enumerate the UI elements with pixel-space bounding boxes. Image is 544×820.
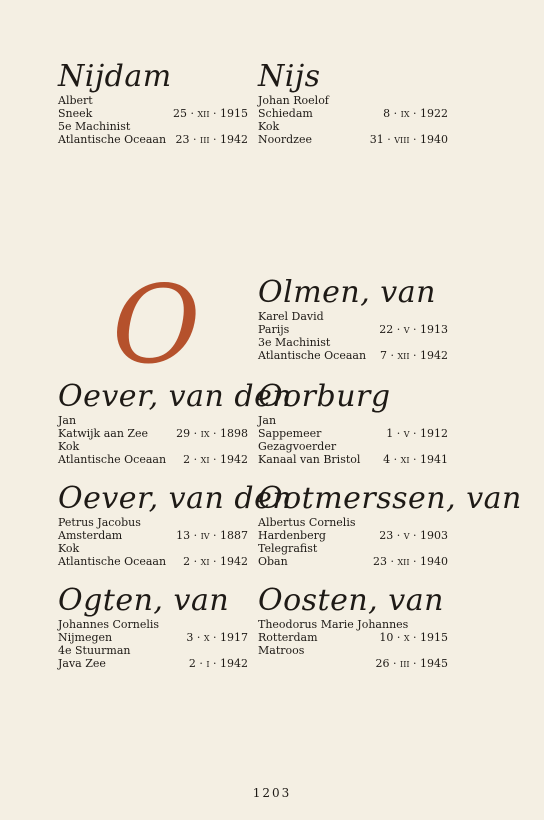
entry-line: Kanaal van Bristol 4 · xi · 1941 [258, 453, 448, 466]
entry-line: Parijs 22 · v · 1913 [258, 323, 448, 336]
entry-line: Theodorus Marie Johannes [258, 618, 409, 631]
entry-line: Rotterdam 10 · x · 1915 [258, 631, 448, 644]
entry-line: Atlantische Oceaan 2 · xi · 1942 [58, 555, 248, 568]
surname: Olmen, van [258, 275, 436, 310]
entry-line: Nijmegen 3 · x · 1917 [58, 631, 248, 644]
entry-line: Katwijk aan Zee 29 · ix · 1898 [58, 427, 248, 440]
entry-ogten-van [58, 584, 248, 670]
surname: Oever, van den [58, 481, 293, 516]
surname: Oever, van den [58, 379, 293, 414]
entry-line: Hardenberg 23 · v · 1903 [258, 529, 448, 542]
entry-line: Matroos [258, 644, 305, 657]
entry-nijdam [58, 60, 248, 146]
initial-letter-o: O [112, 263, 201, 388]
entry-line: Sappemeer 1 · v · 1912 [258, 427, 448, 440]
entry-line: Jan [258, 414, 277, 427]
entry-line: Karel David [258, 310, 324, 323]
surname: Nijdam [58, 59, 172, 94]
entry-line: Kok [258, 120, 280, 133]
entry-line: Jan [58, 414, 77, 427]
entry-line: 5e Machinist [58, 120, 131, 133]
entry-line: Atlantische Oceaan 23 · iii · 1942 [58, 133, 248, 146]
entry-oever-van-den-jan [58, 379, 293, 466]
entry-oorburg [258, 380, 448, 466]
entry-line: Java Zee 2 · i · 1942 [58, 657, 248, 670]
entry-line: Amsterdam 13 · iv · 1887 [58, 529, 248, 542]
entry-line: Atlantische Oceaan 2 · xi · 1942 [58, 453, 248, 466]
entry-line: Johan Roelof [258, 94, 329, 107]
entry-nijs [258, 60, 448, 146]
entry-line: 3e Machinist [258, 336, 331, 349]
entry-line: Johannes Cornelis [58, 618, 160, 631]
surname: Ogten, van [58, 583, 230, 618]
entry-line: Noordzee 31 · viii · 1940 [258, 133, 448, 146]
entry-line: Telegrafist [258, 542, 318, 555]
entry-line: 26 · iii · 1945 [375, 657, 448, 670]
entry-line: Atlantische Oceaan 7 · xii · 1942 [258, 349, 448, 362]
entry-line: Petrus Jacobus [58, 516, 141, 529]
page-number: 1203 [252, 786, 292, 800]
surname: Oosten, van [258, 583, 444, 618]
entry-line: Kok [58, 542, 80, 555]
surname: Oorburg [258, 379, 391, 414]
entry-ootmerssen-van [258, 481, 522, 568]
entry-line: Albertus Cornelis [258, 516, 356, 529]
entry-line: Oban 23 · xii · 1940 [258, 555, 448, 568]
entry-line: 4e Stuurman [58, 644, 131, 657]
entry-line: Kok [58, 440, 80, 453]
entry-line: Sneek 25 · xii · 1915 [58, 107, 248, 120]
entry-line: Schiedam 8 · ix · 1922 [258, 107, 448, 120]
entry-oosten-van [258, 584, 448, 670]
entry-line: Gezagvoerder [258, 440, 337, 453]
entry-olmen-van [258, 276, 448, 362]
entry-line: Albert [58, 94, 93, 107]
surname: Nijs [258, 59, 321, 94]
surname: Ootmerssen, van [258, 481, 522, 516]
